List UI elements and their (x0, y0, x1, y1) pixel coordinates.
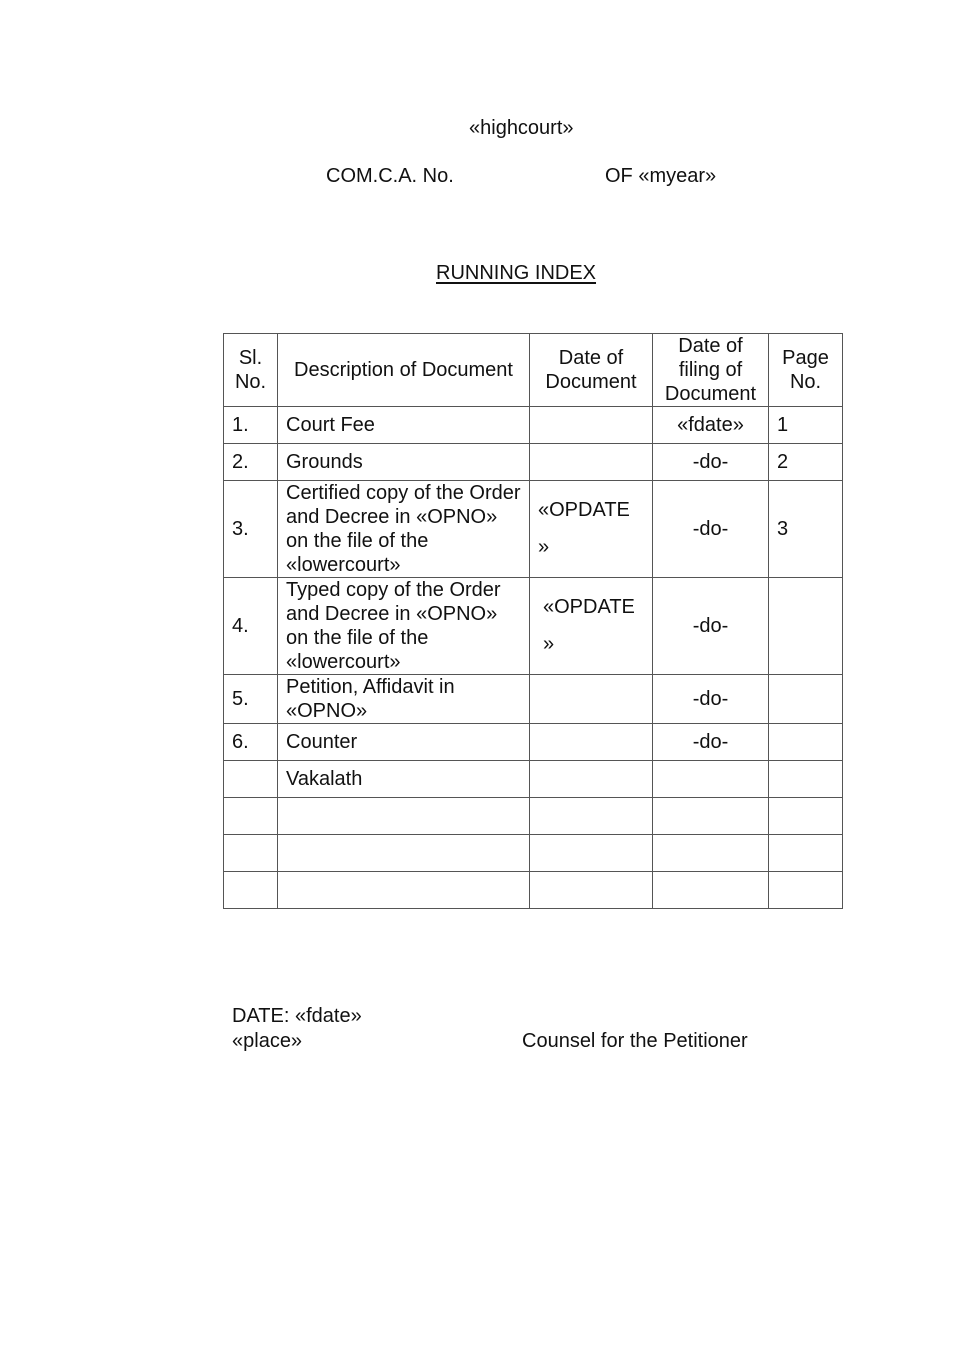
table-row (224, 761, 843, 798)
column-header-sl-no: Sl. No. (224, 334, 278, 407)
case-number-label: COM.C.A. No. (326, 165, 454, 187)
cell-date-of-document (530, 444, 653, 481)
cell-date-of-filing (653, 872, 769, 909)
page-title: RUNNING INDEX (436, 262, 597, 284)
cell-date-of-filing: -do- (653, 578, 769, 675)
table-row (224, 407, 843, 444)
column-header-description: Description of Document (278, 334, 530, 407)
cell-page-no: 1 (769, 407, 843, 444)
cell-description: Petition, Affidavit in «OPNO» (278, 675, 530, 724)
cell-description (278, 835, 530, 872)
cell-date-of-filing: -do- (653, 724, 769, 761)
cell-sl-no: 4. (224, 578, 278, 675)
cell-date-of-document (530, 407, 653, 444)
cell-date-of-document (530, 675, 653, 724)
cell-page-no (769, 798, 843, 835)
cell-page-no: 3 (769, 481, 843, 578)
cell-date-of-document (530, 761, 653, 798)
cell-page-no (769, 675, 843, 724)
table-header-row (224, 334, 843, 407)
cell-sl-no: 2. (224, 444, 278, 481)
cell-date-of-filing (653, 798, 769, 835)
table-row (224, 724, 843, 761)
cell-page-no (769, 835, 843, 872)
cell-date-of-document (530, 578, 653, 675)
cell-date-of-document (530, 481, 653, 578)
counsel-signature-label: Counsel for the Petitioner (522, 1030, 748, 1052)
cell-page-no (769, 578, 843, 675)
cell-sl-no: 1. (224, 407, 278, 444)
cell-date-of-document (530, 798, 653, 835)
table-row (224, 444, 843, 481)
cell-date-of-filing (653, 835, 769, 872)
table-row (224, 481, 843, 578)
cell-sl-no (224, 761, 278, 798)
cell-page-no (769, 761, 843, 798)
column-header-page-no: Page No. (769, 334, 843, 407)
running-index-table (223, 333, 843, 909)
highcourt-placeholder: «highcourt» (469, 117, 574, 139)
cell-description: Certified copy of the Order and Decree in «OPNO» on the file of the «lowercourt» (278, 481, 530, 578)
cell-page-no (769, 872, 843, 909)
cell-description: Vakalath (278, 761, 530, 798)
cell-description (278, 872, 530, 909)
cell-date-of-document (530, 835, 653, 872)
cell-page-no: 2 (769, 444, 843, 481)
table-row (224, 798, 843, 835)
date-of-document-value: «OPDATE » (538, 499, 630, 558)
cell-date-of-document (530, 724, 653, 761)
footer-place: «place» (232, 1030, 303, 1052)
cell-date-of-filing: -do- (653, 444, 769, 481)
cell-sl-no (224, 835, 278, 872)
cell-date-of-filing (653, 761, 769, 798)
cell-description (278, 798, 530, 835)
cell-description: Court Fee (278, 407, 530, 444)
date-of-document-value: «OPDATE » (543, 596, 635, 655)
table-row (224, 578, 843, 675)
cell-sl-no (224, 872, 278, 909)
cell-date-of-filing: -do- (653, 481, 769, 578)
column-header-date-of-filing: Date of filing of Document (653, 334, 769, 407)
cell-page-no (769, 724, 843, 761)
cell-date-of-filing: -do- (653, 675, 769, 724)
table-row (224, 872, 843, 909)
column-header-date-of-document: Date of Document (530, 334, 653, 407)
case-year-label: OF «myear» (605, 165, 717, 187)
cell-description: Grounds (278, 444, 530, 481)
cell-sl-no: 3. (224, 481, 278, 578)
cell-date-of-filing: «fdate» (653, 407, 769, 444)
cell-sl-no (224, 798, 278, 835)
table-row (224, 835, 843, 872)
cell-description: Typed copy of the Order and Decree in «OPNO» on the file of the «lowercourt» (278, 578, 530, 675)
cell-description: Counter (278, 724, 530, 761)
table-row (224, 675, 843, 724)
cell-date-of-document (530, 872, 653, 909)
cell-sl-no: 5. (224, 675, 278, 724)
footer-date: DATE: «fdate» (232, 1005, 362, 1027)
cell-sl-no: 6. (224, 724, 278, 761)
